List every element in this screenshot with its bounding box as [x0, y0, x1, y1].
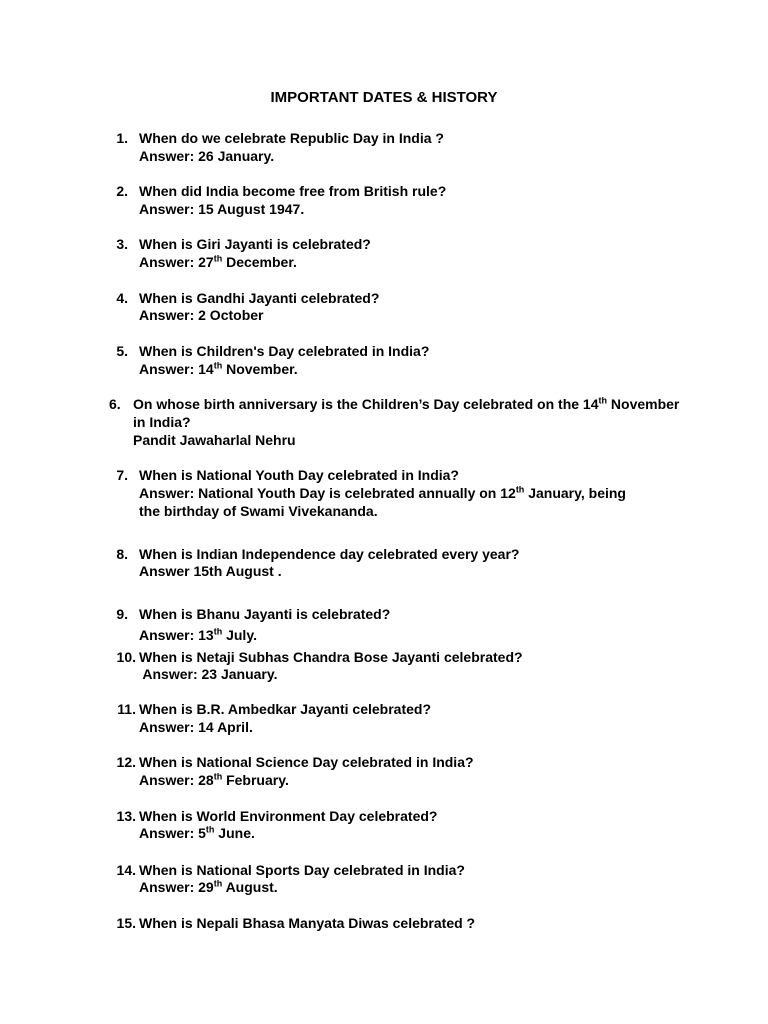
item-number: 8. [116, 546, 128, 562]
answer-text: Answer: 27th December. [139, 253, 297, 270]
item-number: 9. [116, 606, 128, 622]
question-text: When did India become free from British rule? [139, 183, 447, 199]
item-number: 5. [116, 343, 128, 359]
answer-text: Answer: 15 August 1947. [139, 201, 305, 217]
question-text: When is Nepali Bhasa Manyata Diwas celebrated ? [139, 915, 476, 931]
answer-text: Answer: 26 January. [139, 148, 275, 164]
question-text: When is National Sports Day celebrated in India? [139, 862, 465, 878]
answer-text-continued: the birthday of Swami Vivekananda. [139, 503, 378, 519]
answer-text: Answer: 29th August. [139, 878, 278, 895]
question-text-continued: in India? [133, 414, 191, 430]
answer-text: Answer: 23 January. [139, 666, 278, 682]
item-number: 2. [116, 183, 128, 199]
item-number: 13. [116, 808, 136, 824]
item-number: 1. [116, 130, 128, 146]
answer-text: Answer: 5th June. [139, 824, 255, 841]
question-text: When is Netaji Subhas Chandra Bose Jayanti celebrated? [139, 649, 523, 665]
item-number: 4. [116, 290, 128, 306]
item-number: 7. [116, 467, 128, 483]
answer-text: Answer: 28th February. [139, 771, 289, 788]
question-text: When is Giri Jayanti is celebrated? [139, 236, 371, 252]
answer-text: Answer: 14 April. [139, 719, 253, 735]
question-text: When is National Youth Day celebrated in India? [139, 467, 459, 483]
question-text: When is National Science Day celebrated in India? [139, 754, 474, 770]
answer-text: Answer: 2 October [139, 307, 264, 323]
answer-text: Answer 15th August . [139, 563, 282, 579]
item-number: 14. [116, 862, 136, 878]
question-text: When is Gandhi Jayanti celebrated? [139, 290, 380, 306]
item-number: 10. [116, 649, 136, 665]
item-number: 11. [117, 701, 136, 717]
item-number: 12. [116, 754, 136, 770]
answer-text: Answer: 14th November. [139, 360, 298, 377]
question-text: On whose birth anniversary is the Children’s Day celebrated on the 14th November [133, 395, 680, 412]
question-text: When is Children's Day celebrated in India? [139, 343, 430, 359]
document-title: IMPORTANT DATES & HISTORY [270, 89, 498, 106]
answer-text: Pandit Jawaharlal Nehru [133, 432, 296, 448]
question-text: When is Bhanu Jayanti is celebrated? [139, 606, 391, 622]
question-text: When is World Environment Day celebrated? [139, 808, 438, 824]
item-number: 3. [116, 236, 128, 252]
answer-text: Answer: 13th July. [139, 626, 257, 643]
answer-text: Answer: National Youth Day is celebrated annually on 12th January, being [139, 484, 626, 501]
question-text: When is Indian Independence day celebrated every year? [139, 546, 520, 562]
item-number: 15. [116, 915, 136, 931]
item-number: 6. [109, 396, 121, 412]
question-text: When is B.R. Ambedkar Jayanti celebrated? [139, 701, 432, 717]
question-text: When do we celebrate Republic Day in India ? [139, 130, 444, 146]
